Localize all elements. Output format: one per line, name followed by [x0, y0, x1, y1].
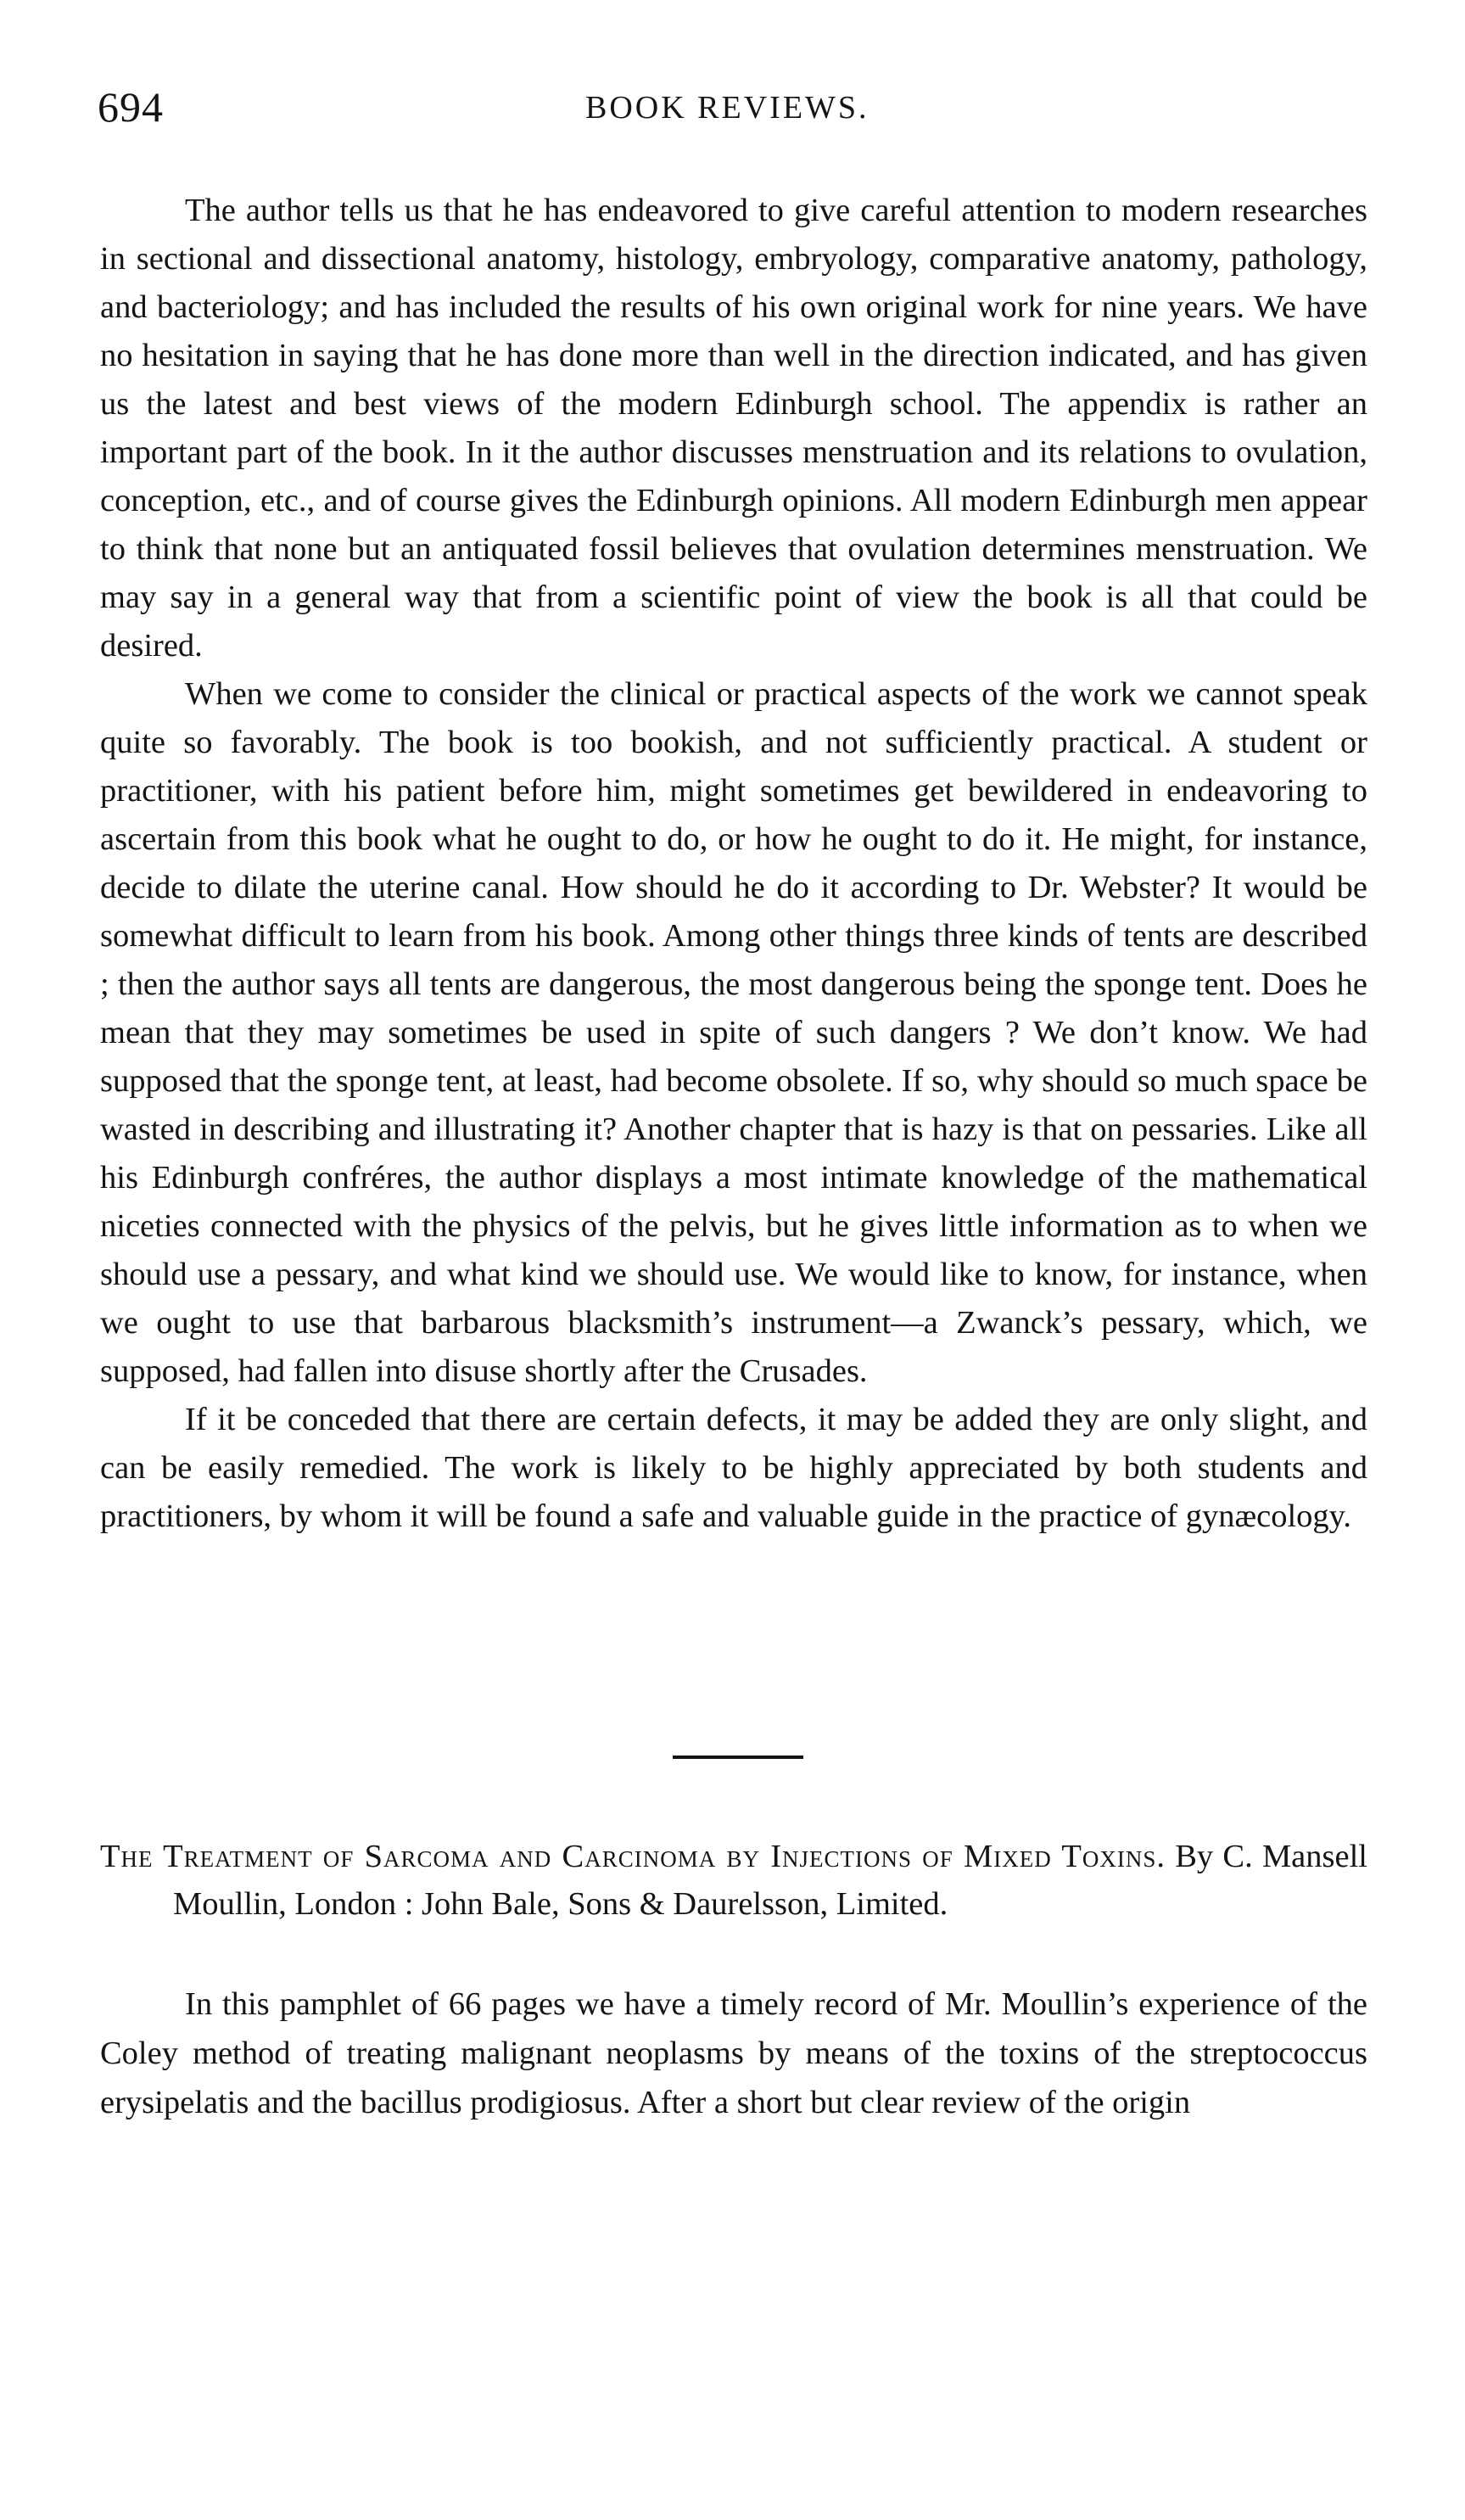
review-citation	[100, 1833, 1367, 1928]
running-head	[98, 81, 1370, 132]
review-body	[100, 187, 1367, 1541]
page-number: 694	[98, 83, 164, 131]
review-paragraph: In this pamphlet of 66 pages we have a timely record of Mr. Moullin’s experience of the Coley method of treating malignant neoplasms by means of the toxins of the streptococcus erysipelatis and the bacillus prodigiosus. After a short but clear review of the origin	[100, 1986, 1367, 2120]
review-title: The Treatment of Sarcoma and Carcinoma by Injections of Mixed Toxins.	[100, 1839, 1166, 1874]
running-title: BOOK REVIEWS.	[585, 90, 869, 126]
second-review-body	[100, 1980, 1367, 2127]
review-paragraph: If it be conceded that there are certain defects, it may be added they are only slight, and can be easily remedied. The work is likely to be highly appreciated by both students and practitioners, by whom it will be found a safe and valuable guide in the practice of gynæcology.	[100, 1402, 1367, 1534]
review-bibliographic-details: By C. Mansell Moullin, London : John Bale, Sons & Daurelsson, Limited.	[173, 1839, 1367, 1922]
review-paragraph: When we come to consider the clinical or practical aspects of the work we cannot speak quite so favorably. The book is too bookish, and not sufficiently practical. A student or practitioner, with his patient before him, might sometimes get bewildered in endeavoring to ascertain from this book what he ought to do, or how he ought to do it. He might, for instance, decide to dilate the uterine canal. How should he do it according to Dr. Webster? It would be somewhat difficult to learn from his book. Among other things three kinds of tents are described ; then the author says all tents are dangerous, the most dangerous being the sponge tent. Does he mean that they may sometimes be used in spite of such dangers ? We don’t know. We had supposed that the sponge tent, at least, had become obsolete. If so, why should so much space be wasted in describing and illustrating it? Another chapter that is hazy is that on pessaries. Like all his Edinburgh confréres, the author displays a most intimate knowledge of the mathematical niceties connected with the physics of the pelvis, but he gives little information as to when we should use a pessary, and what kind we should use. We would like to know, for instance, when we ought to use that barbarous blacksmith’s instrument—a Zwanck’s pessary, which, we supposed, had fallen into disuse shortly after the Crusades.	[100, 676, 1367, 1389]
review-paragraph: The author tells us that he has endeavored to give careful attention to modern researches in sectional and dissectional anatomy, histology, embryology, comparative anatomy, pathology, and bacteriology; and has included the results of his own original work for nine years. We have no hesitation in saying that he has done more than well in the direction indicated, and has given us the latest and best views of the modern Edinburgh school. The appendix is rather an important part of the book. In it the author discusses menstruation and its relations to ovulation, conception, etc., and of course gives the Edinburgh opinions. All modern Edinburgh men appear to think that none but an antiquated fossil believes that ovulation determines menstruation. We may say in a general way that from a scientific point of view the book is all that could be desired.	[100, 193, 1367, 664]
section-divider	[673, 1756, 803, 1759]
